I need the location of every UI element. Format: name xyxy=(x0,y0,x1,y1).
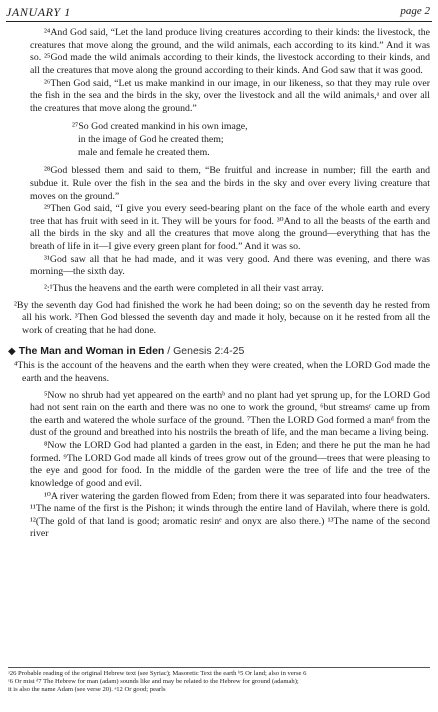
verse-8-9: ⁸Now the LORD God had planted a garden in the east, in Eden; and there he put the man he had formed. ⁹The LORD God made all kinds of trees grow out of the ground—trees that were pleasing to the eye and good for food. In the middle of the garden were the tree of life and the tree of the knowledge of good and evil. xyxy=(30,440,430,489)
poem-line-2: in the image of God he created them; xyxy=(78,134,224,145)
verse-31: ³¹God saw all that he had made, and it was very good. And there was evening, and there was morning—the sixth day. xyxy=(30,253,430,278)
footnotes xyxy=(8,667,430,695)
verse-5-7: ⁵Now no shrub had yet appeared on the earthᵇ and no plant had yet sprung up, for the LORD God had not sent rain on the earth and there was no one to work the ground, ⁶but streamsᶜ came up from the earth and watered the whole surface of the ground. ⁷Then the LORD God formed a manᵈ from the dust of the ground and breathed into his nostrils the breath of life, and the man became a living being. xyxy=(30,389,430,439)
section-heading xyxy=(8,345,430,359)
verse-10-13: ¹⁰A river watering the garden flowed from Eden; from there it was separated into four headwaters. ¹¹The name of the first is the Pishon; it winds through the entire land of Havilah, where there is gold. ¹²(The gold of that land is good; aromatic resinᵉ and onyx are also there.) ¹³The name of the second river xyxy=(30,490,430,540)
verse-29-30: ²⁹Then God said, “I give you every seed-bearing plant on the face of the whole earth and every tree that has fruit with seed in it. They will be yours for food. ³⁰And to all the beasts of the earth and all the birds in the sky and all the creatures that move along the ground—everything that has the breath of life in it—I give every green plant for food.” And it was so. xyxy=(30,203,430,252)
poem-line-1: ²⁷So God created mankind in his own image, xyxy=(72,121,248,133)
verse-26: ²⁶Then God said, “Let us make mankind in our image, in our likeness, so that they may rule over the fish in the sea and the birds in the sky, over the livestock and all the wild animals,ᵃ and over all the creatures that move along the ground.” xyxy=(30,77,430,114)
footnote-line: it is also the name Adam (see verse 20). ᵉ12 Or good; pearls xyxy=(8,686,166,694)
poem-line-3: male and female he created them. xyxy=(78,146,210,158)
date-heading: JANUARY 1 xyxy=(6,5,71,19)
verse-24-25: ²⁴And God said, “Let the land produce living creatures according to their kinds: the livestock, the creatures that move along the ground, and the wild animals, each according to its kind.” And it was so. ²⁵God made the wild animals according to their kinds, the livestock according to their kinds, and all the creatures that move along the ground according to their kinds. And God saw that it was good. xyxy=(30,27,430,76)
section-reference: / Genesis 2:4-25 xyxy=(164,345,245,358)
verse-27-poem xyxy=(72,121,430,159)
scripture-body xyxy=(8,27,430,541)
verse-4: ⁴This is the account of the heavens and the earth when they were created, when the LORD God made the earth and the heavens. xyxy=(14,360,430,384)
verse-28: ²⁸God blessed them and said to them, “Be fruitful and increase in number; fill the earth and subdue it. Rule over the fish in the sea and the birds in the sky and over every living creature that moves on the ground.” xyxy=(30,165,430,202)
section-title: The Man and Woman in Eden xyxy=(18,345,165,358)
footnote-line: ᶜ6 Or mist ᵈ7 The Hebrew for man (adam) sounds like and may be related to the Hebrew for ground (adamah); xyxy=(8,678,299,686)
footnote-line: ᵃ26 Probable reading of the original Hebrew text (see Syriac); Masoretic Text the earth ᵇ5 Or land; also in verse 6 xyxy=(8,670,307,677)
page-number: page 2 xyxy=(400,5,430,17)
chapter-2-verse-1: ²:¹Thus the heavens and the earth were completed in all their vast array. xyxy=(44,282,324,294)
header-rule xyxy=(6,21,432,22)
verse-2-3: ²By the seventh day God had finished the work he had been doing; so on the seventh day he rested from all his work. ³Then God blessed the seventh day and made it holy, because on it he rested from all the work of creating that he had done. xyxy=(14,299,430,336)
diamond-icon: ◆ xyxy=(8,346,16,358)
